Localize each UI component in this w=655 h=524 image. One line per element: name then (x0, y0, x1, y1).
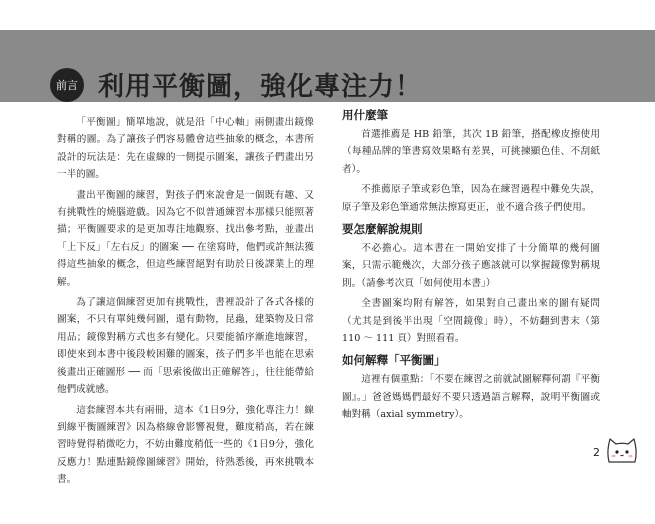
left-column (57, 114, 314, 492)
paragraph: 全書圖案均附有解答，如果對自己畫出來的圖有疑問（尤其是到後半出現「空間鏡像」時），不妨翻到書末（第 110 ～ 111 頁）對照看看。 (342, 298, 600, 345)
paragraph: 畫出平衡圖的練習，對孩子們來說會是一個既有趣、又有挑戰性的燒腦遊戲。因為它不似普通練習本那樣只能照著描；平衡圖要求的是更加專注地觀察、找出參考點，並畫出「上下反」「左右反」的圖案 ── 在塗寫時，他們或許無法獲得這些抽象的概念，但這些練習絕對有助於日後課業上的理解。 (57, 189, 314, 288)
title-row (50, 66, 422, 103)
section-heading: 要怎麼解說規則 (342, 222, 423, 237)
section-heading: 如何解釋「平衡圖」 (342, 353, 446, 368)
right-column (342, 108, 600, 427)
paragraph: 這套練習本共有兩冊，這本《1日9分，強化專注力！線到線平衡圖練習》因為格線會影響視覺，難度稍高，若在練習時覺得稍微吃力，不妨由難度稍低一些的《1日9分，強化反應力！點連點鏡像圖練習》開始，待熟悉後，再來挑戰本書。 (57, 404, 314, 486)
paragraph: 這裡有個重點：「不要在練習之前就試圖解釋何謂『平衡圖』。」爸爸媽媽們最好不要只透過語言解釋，說明平衡圖或軸對稱（axial symmetry）。 (342, 374, 600, 421)
page-title: 利用平衡圖，強化專注力！ (98, 72, 423, 102)
page-number: 2 (593, 446, 600, 459)
cat-face-icon (605, 434, 639, 464)
preface-badge: 前言 (50, 68, 84, 102)
paragraph: 為了讓這個練習更加有挑戰性，書裡設計了各式各樣的圖案，不只有單純幾何圖，還有動物，昆蟲，建築物及日常用品；鏡像對稱方式也多有變化。只要能循序漸進地練習，即使來到本書中後段較困難的圖案，孩子們多半也能在思索後畫出正確圖形 ── 而「思索後做出正確解答」，往往能帶給他們成就感。 (57, 297, 314, 396)
section-heading: 用什麼筆 (342, 108, 388, 122)
paragraph: 「平衡圖」簡單地說，就是沿「中心軸」兩側畫出鏡像對稱的圖。為了讓孩子們容易體會這些抽象的概念，本書所設計的玩法是：先在虛線的一側提示圖案，讓孩子們畫出另一半的圖。 (57, 117, 314, 181)
paragraph: 不推薦原子筆或彩色筆，因為在練習過程中難免失誤，原子筆及彩色筆通常無法擦寫更正，並不適合孩子們使用。 (342, 184, 600, 213)
paragraph: 不必擔心。這本書在一開始安排了十分簡單的幾何圖案，只需示範幾次，大部分孩子應該就可以掌握鏡像對稱規則。（請參考次頁「如何使用本書」） (342, 243, 600, 289)
paragraph: 首選推薦是 HB 鉛筆，其次 1B 鉛筆，搭配橡皮擦使用（每種品牌的筆書寫效果略有差異，可挑揀顯色佳、不刮紙者）。 (342, 129, 600, 175)
